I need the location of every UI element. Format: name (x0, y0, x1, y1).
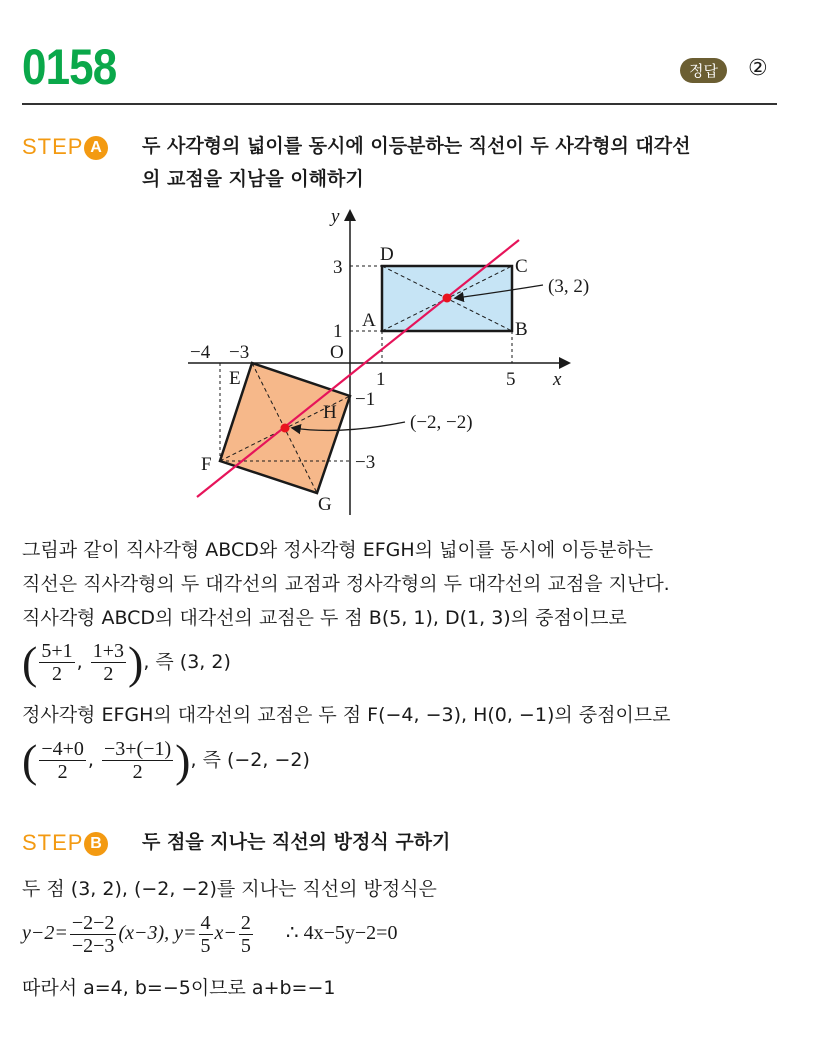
answer-badge: 정답 (680, 58, 727, 83)
center-point-rect (443, 294, 452, 303)
y-axis-label: y (331, 206, 340, 227)
point-a-label: A (362, 310, 376, 331)
text-line: 따라서 a=4, b=−5이므로 a+b=−1 (22, 977, 336, 999)
fraction-numerator: 2 (240, 912, 251, 934)
fraction-denominator: 2 (132, 761, 143, 783)
tick-y-minus3: −3 (355, 452, 376, 473)
fraction-denominator: −2−3 (71, 935, 115, 957)
center-square-label: (−2, −2) (410, 412, 473, 433)
equation-result: ∴ 4x−5y−2=0 (285, 922, 398, 945)
fraction-numerator: 5+1 (41, 640, 73, 662)
center-point-square (281, 424, 290, 433)
step-a-badge: A (84, 136, 108, 160)
fraction-denominator: 5 (240, 935, 251, 957)
problem-number: 0158 (22, 39, 117, 95)
fraction-numerator: −3+(−1) (103, 738, 172, 760)
fraction-denominator: 5 (200, 935, 211, 957)
point-f-label: F (201, 454, 212, 475)
tick-x-1: 1 (376, 369, 386, 390)
text-line: 두 점 (3, 2), (−2, −2)를 지나는 직선의 방정식은 (22, 878, 437, 900)
equation-part: (x−3), y= (118, 922, 197, 945)
text-line: 직선은 직사각형의 두 대각선의 교점과 정사각형의 두 대각선의 교점을 지난다. (22, 573, 670, 595)
line-equation (22, 912, 397, 957)
point-e-label: E (229, 368, 241, 389)
step-b-badge: B (84, 832, 108, 856)
step-a-title-line1: 두 사각형의 넓이를 동시에 이등분하는 직선이 두 사각형의 대각선 (142, 135, 691, 157)
midpoint-formula-1: ( $\frac{5+1}{2}$ , $\frac{1+3}{2}$ ), 즉 (3, 2) (22, 637, 231, 688)
fraction-numerator: 1+3 (92, 640, 124, 662)
x-axis-label: x (553, 369, 562, 390)
step-a-title-line2: 의 교점을 지남을 이해하기 (142, 168, 364, 190)
tick-x-minus4: −4 (190, 342, 211, 363)
fraction-numerator: −2−2 (71, 912, 115, 934)
fraction-denominator: 2 (103, 663, 114, 685)
step-text: STEP (22, 830, 84, 855)
step-b-title: 두 점을 지나는 직선의 방정식 구하기 (142, 831, 451, 853)
step-b-label (22, 830, 108, 856)
tick-x-minus3: −3 (229, 342, 250, 363)
text-line: 그림과 같이 직사각형 ABCD와 정사각형 EFGH의 넓이를 동시에 이등분하는 (22, 539, 654, 561)
tick-x-5: 5 (506, 369, 516, 390)
text-line: 정사각형 EFGH의 대각선의 교점은 두 점 F(−4, −3), H(0, −1)의 중점이므로 (22, 704, 671, 726)
answer-value: ② (748, 56, 768, 81)
equation-part: y−2= (22, 922, 68, 945)
tick-y-minus1: −1 (355, 389, 376, 410)
step-text: STEP (22, 134, 84, 159)
tick-y-3: 3 (333, 257, 343, 278)
midpoint-formula-2: ( $\frac{-4+0}{2}$ , $\frac{-3+(-1)}{2}$ ), 즉 (−2, −2) (22, 735, 310, 786)
fraction-denominator: 2 (57, 761, 68, 783)
point-h-label: H (323, 402, 337, 423)
result-text: 즉 (−2, −2) (202, 749, 310, 771)
point-b-label: B (515, 319, 528, 340)
text-line: 직사각형 ABCD의 대각선의 교점은 두 점 B(5, 1), D(1, 3)의 중점이므로 (22, 607, 627, 629)
result-text: 즉 (3, 2) (155, 651, 231, 673)
fraction-numerator: 4 (200, 912, 211, 934)
equation-part: x− (214, 922, 237, 945)
fraction-numerator: −4+0 (41, 738, 84, 760)
origin-label: O (330, 342, 344, 363)
point-c-label: C (515, 256, 528, 277)
tick-y-1: 1 (333, 321, 343, 342)
center-rect-label: (3, 2) (548, 276, 590, 297)
fraction-denominator: 2 (51, 663, 62, 685)
point-g-label: G (318, 494, 332, 515)
point-d-label: D (380, 244, 394, 265)
